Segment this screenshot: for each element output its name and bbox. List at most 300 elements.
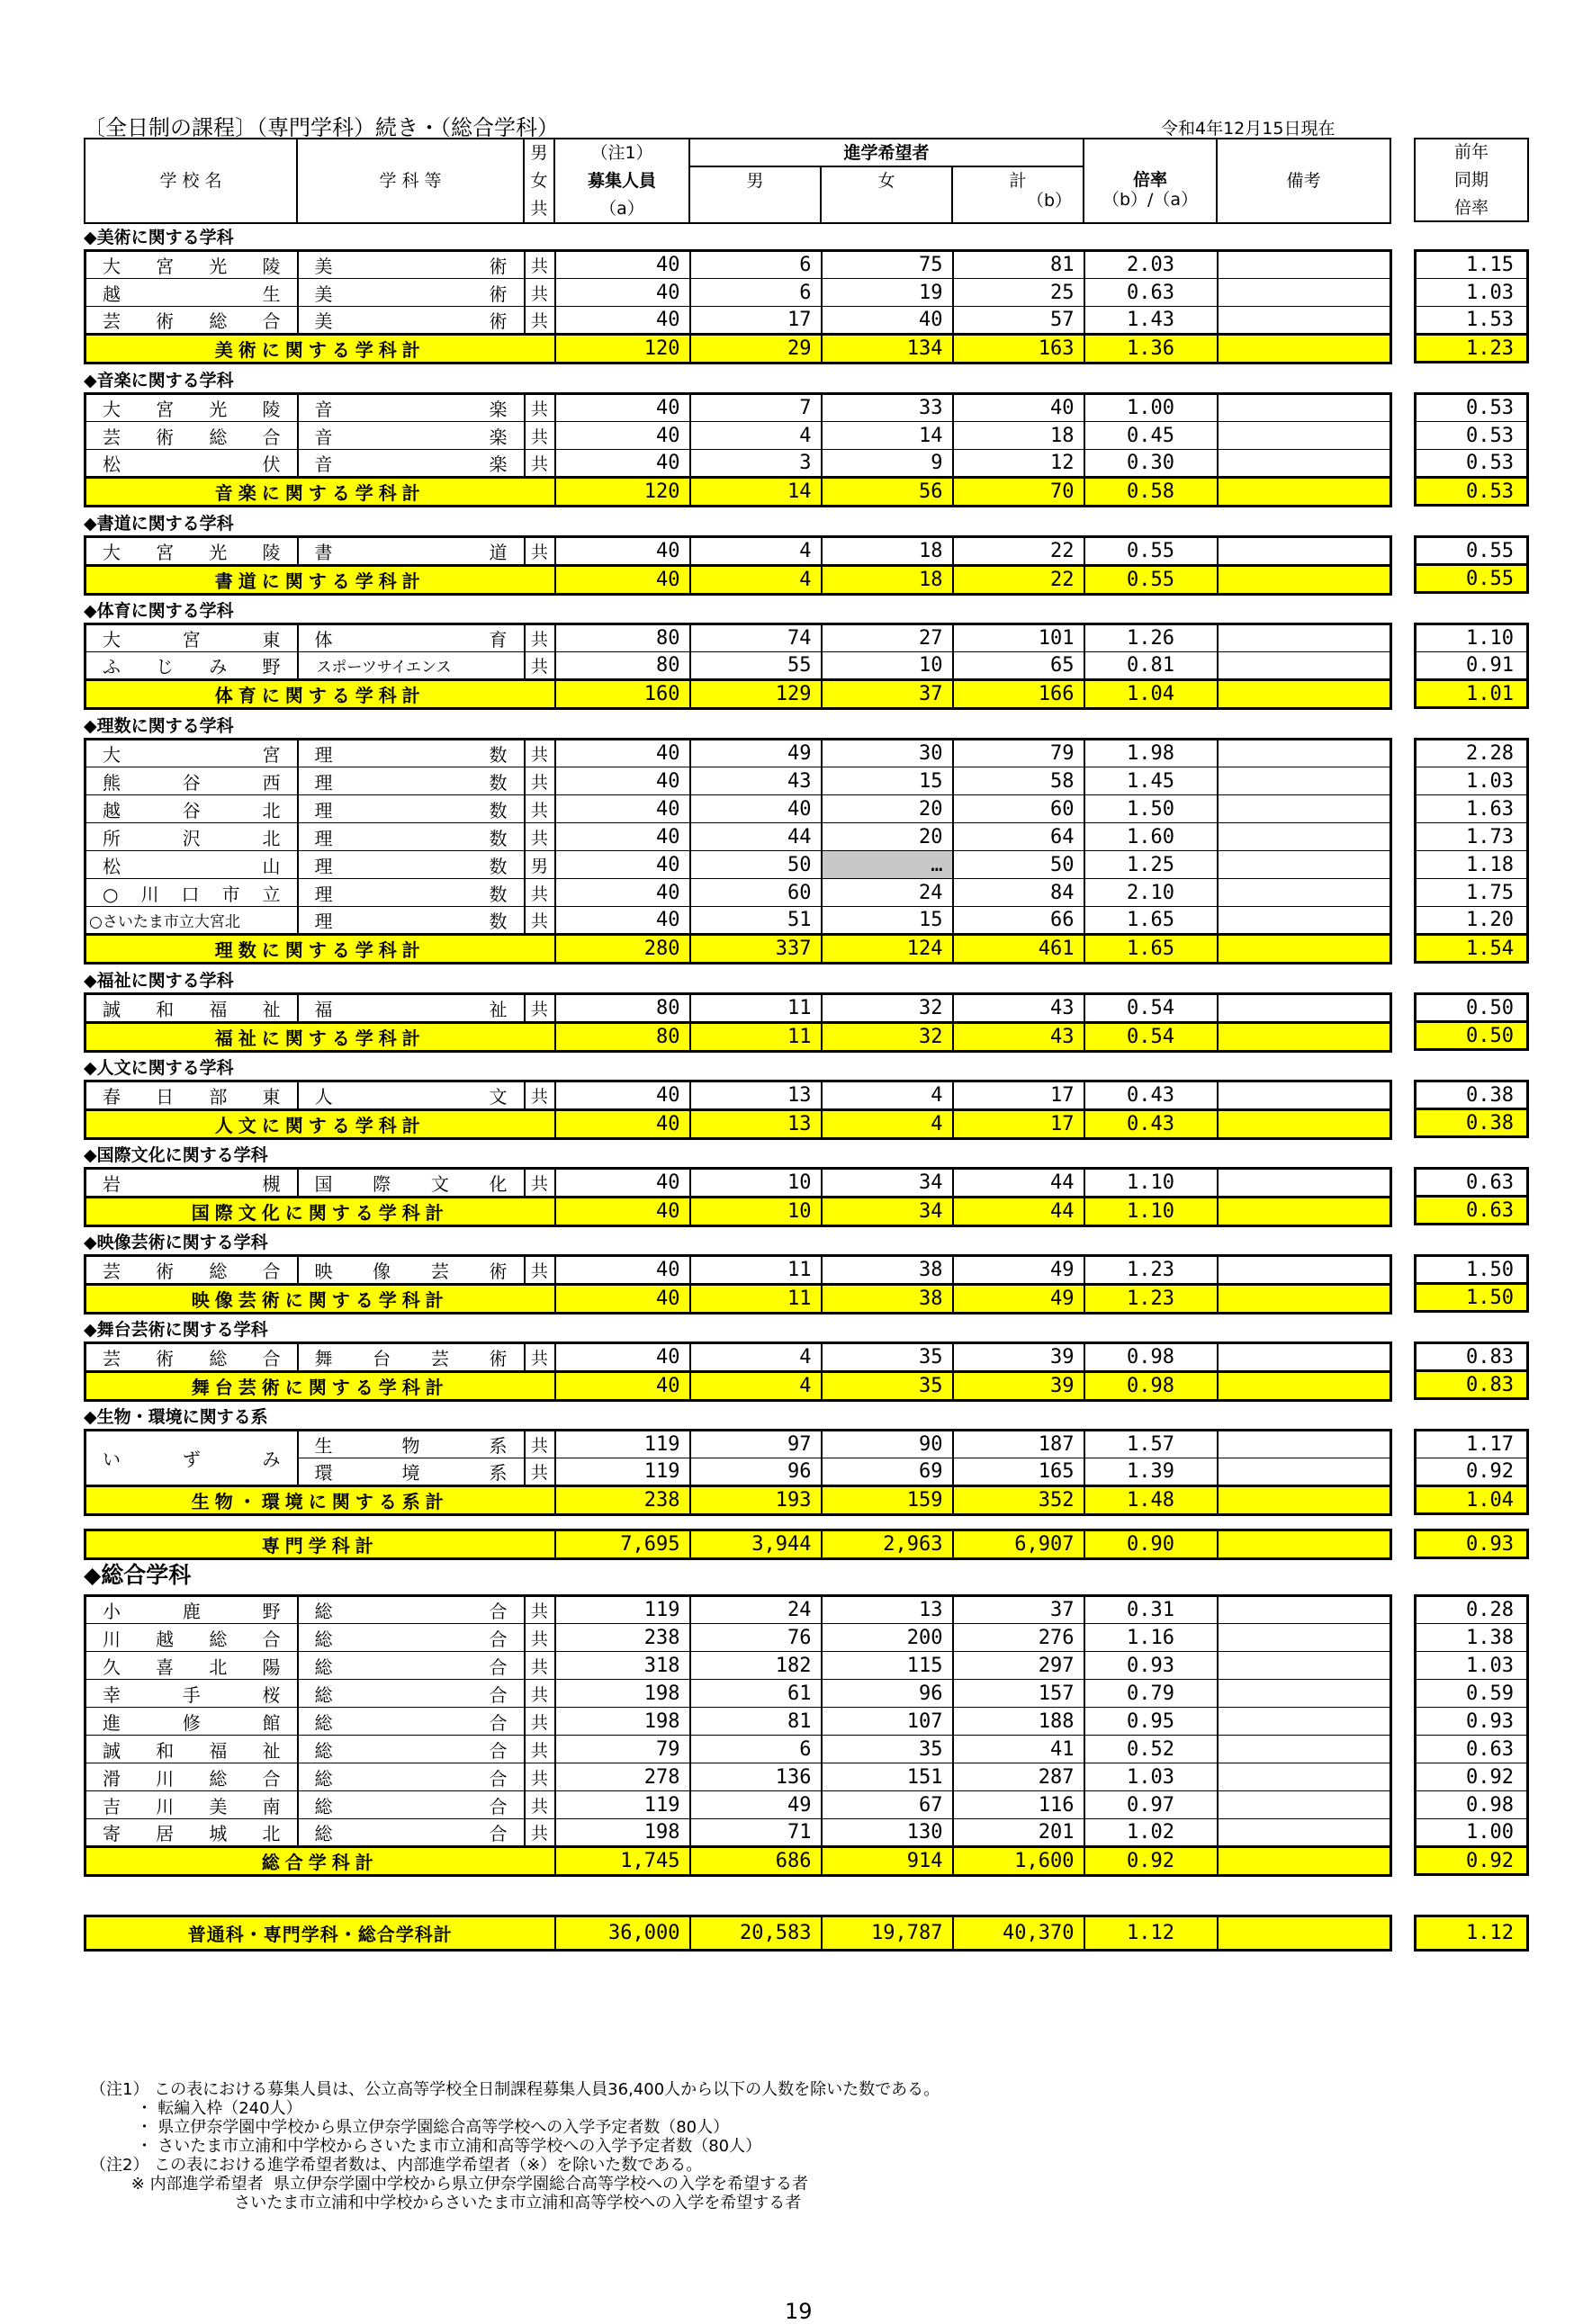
male-value: 4 bbox=[690, 537, 822, 566]
header-dept: 学 科 等 bbox=[297, 139, 524, 223]
female-value: 34 bbox=[822, 1198, 953, 1226]
prev-ratio-value: 0.28 bbox=[1416, 1596, 1528, 1624]
remarks-cell bbox=[1218, 307, 1391, 335]
total-value: 352 bbox=[953, 1486, 1084, 1515]
prev-row bbox=[1416, 994, 1528, 1022]
remarks-cell bbox=[1218, 879, 1391, 907]
capacity-value: 79 bbox=[555, 1736, 690, 1763]
sum-row bbox=[85, 1916, 1391, 1951]
table-row bbox=[85, 851, 1391, 879]
remarks-cell bbox=[1218, 652, 1391, 680]
table-row bbox=[85, 1652, 1391, 1680]
female-value: 151 bbox=[822, 1763, 953, 1791]
page-number: 19 bbox=[785, 2299, 813, 2324]
capacity-value: 80 bbox=[555, 1023, 690, 1052]
female-value: 15 bbox=[822, 767, 953, 795]
capacity-value: 40 bbox=[555, 1372, 690, 1401]
table-row bbox=[85, 740, 1391, 767]
prev-row bbox=[1416, 907, 1528, 935]
dept-name: 総合 bbox=[298, 1652, 525, 1680]
prev-ratio-value: 0.55 bbox=[1416, 537, 1528, 565]
remarks-cell bbox=[1218, 767, 1391, 795]
table-row bbox=[85, 767, 1391, 795]
prev-ratio-value: 1.17 bbox=[1416, 1431, 1528, 1458]
prev-ratio-value: 0.59 bbox=[1416, 1680, 1528, 1708]
header-cap-a: （a） bbox=[554, 194, 689, 223]
sex-type: 共 bbox=[525, 1708, 555, 1736]
total-value: 79 bbox=[953, 740, 1084, 767]
female-value: 19,787 bbox=[822, 1916, 953, 1951]
table-row bbox=[85, 537, 1391, 566]
prev-ratio-value: 1.01 bbox=[1416, 680, 1528, 708]
prev-sum-row bbox=[1416, 1916, 1528, 1951]
male-value: 71 bbox=[690, 1819, 822, 1847]
sum-label: 専門学科計 bbox=[85, 1530, 555, 1559]
capacity-value: 278 bbox=[555, 1763, 690, 1791]
prev-row bbox=[1416, 1791, 1528, 1819]
female-value: 18 bbox=[822, 537, 953, 566]
prev-ratio-value: 2.28 bbox=[1416, 740, 1528, 767]
header-ratio-cell bbox=[1084, 139, 1217, 223]
remarks-cell bbox=[1218, 1819, 1391, 1847]
school-name: 大宮 bbox=[85, 740, 298, 767]
female-value: … bbox=[822, 851, 953, 879]
table-row bbox=[85, 907, 1391, 935]
sum-row bbox=[85, 1847, 1391, 1876]
school-name: ○川口市立 bbox=[85, 879, 298, 907]
header-female: 女 bbox=[821, 166, 952, 223]
prev-header-1: 前年 bbox=[1453, 142, 1489, 162]
sum-row bbox=[85, 1530, 1391, 1559]
sex-type: 共 bbox=[525, 624, 555, 652]
section-label: ◆体育に関する学科 bbox=[84, 601, 234, 621]
school-name: 進修館 bbox=[85, 1708, 298, 1736]
dept-name: 生物系 bbox=[298, 1431, 525, 1458]
dept-name: 理数 bbox=[298, 907, 525, 935]
section-table bbox=[84, 1429, 1392, 1516]
header-sex-3: 共 bbox=[524, 194, 554, 223]
prev-ratio-value: 1.03 bbox=[1416, 1652, 1528, 1680]
school-name: ○さいたま市立大宮北 bbox=[85, 907, 298, 935]
total-value: 17 bbox=[953, 1110, 1084, 1139]
remarks-cell bbox=[1218, 251, 1391, 279]
ratio-value: 0.45 bbox=[1084, 422, 1218, 450]
header-cap-note: （注1） bbox=[554, 139, 689, 166]
capacity-value: 160 bbox=[555, 680, 690, 709]
prev-row bbox=[1416, 823, 1528, 851]
female-value: 75 bbox=[822, 251, 953, 279]
dept-name: 音楽 bbox=[298, 422, 525, 450]
total-value: 17 bbox=[953, 1081, 1084, 1110]
remarks-cell bbox=[1218, 1198, 1391, 1226]
ratio-value: 0.55 bbox=[1084, 566, 1218, 595]
ratio-value: 0.92 bbox=[1084, 1847, 1218, 1876]
female-value: 37 bbox=[822, 680, 953, 709]
male-value: 686 bbox=[690, 1847, 822, 1876]
prev-ratio-value: 1.20 bbox=[1416, 907, 1528, 935]
dept-name: 音楽 bbox=[298, 394, 525, 422]
total-value: 58 bbox=[953, 767, 1084, 795]
female-value: 134 bbox=[822, 335, 953, 363]
capacity-value: 40 bbox=[555, 566, 690, 595]
sum-label: 書道に関する学科計 bbox=[85, 566, 555, 595]
table-row bbox=[85, 394, 1391, 422]
capacity-value: 80 bbox=[555, 994, 690, 1023]
ratio-value: 2.03 bbox=[1084, 251, 1218, 279]
sum-label: 普通科・専門学科・総合学科計 bbox=[85, 1916, 555, 1951]
capacity-value: 80 bbox=[555, 624, 690, 652]
total-value: 201 bbox=[953, 1819, 1084, 1847]
school-name: 芸術総合 bbox=[85, 1256, 298, 1285]
ratio-value: 0.63 bbox=[1084, 279, 1218, 307]
sex-type: 共 bbox=[525, 1680, 555, 1708]
prev-sum-row bbox=[1416, 1109, 1528, 1137]
prev-row bbox=[1416, 767, 1528, 795]
female-value: 124 bbox=[822, 935, 953, 964]
ratio-value: 1.50 bbox=[1084, 795, 1218, 823]
capacity-value: 36,000 bbox=[555, 1916, 690, 1951]
ratio-value: 2.10 bbox=[1084, 879, 1218, 907]
ratio-value: 1.12 bbox=[1084, 1916, 1218, 1951]
sex-type: 共 bbox=[525, 1763, 555, 1791]
sex-type: 共 bbox=[525, 795, 555, 823]
remarks-cell bbox=[1218, 1596, 1391, 1624]
sex-type: 共 bbox=[525, 879, 555, 907]
section-table-prev bbox=[1414, 535, 1529, 594]
prev-ratio-value: 0.53 bbox=[1416, 422, 1528, 450]
prev-sum-row bbox=[1416, 1284, 1528, 1312]
table-row bbox=[85, 652, 1391, 680]
total-value: 22 bbox=[953, 537, 1084, 566]
prev-ratio-value: 0.38 bbox=[1416, 1081, 1528, 1109]
prev-sum-row bbox=[1416, 565, 1528, 593]
remarks-cell bbox=[1218, 795, 1391, 823]
prev-sum-row bbox=[1416, 478, 1528, 506]
female-value: 38 bbox=[822, 1256, 953, 1285]
capacity-value: 40 bbox=[555, 307, 690, 335]
capacity-value: 198 bbox=[555, 1680, 690, 1708]
ratio-value: 0.79 bbox=[1084, 1680, 1218, 1708]
dept-name: 理数 bbox=[298, 740, 525, 767]
total-value: 64 bbox=[953, 823, 1084, 851]
header-total-cell bbox=[952, 166, 1084, 223]
remarks-cell bbox=[1218, 935, 1391, 964]
remarks-cell bbox=[1218, 1285, 1391, 1314]
remarks-cell bbox=[1218, 422, 1391, 450]
prev-ratio-value: 0.93 bbox=[1416, 1530, 1528, 1558]
sex-type: 共 bbox=[525, 1169, 555, 1198]
dept-name: 総合 bbox=[298, 1596, 525, 1624]
section-table bbox=[84, 992, 1392, 1053]
female-value: 914 bbox=[822, 1847, 953, 1876]
sex-type: 共 bbox=[525, 652, 555, 680]
section-table-prev bbox=[1414, 1254, 1529, 1313]
capacity-value: 119 bbox=[555, 1431, 690, 1458]
ratio-value: 0.81 bbox=[1084, 652, 1218, 680]
dept-name: 総合 bbox=[298, 1680, 525, 1708]
ratio-value: 1.16 bbox=[1084, 1624, 1218, 1652]
female-value: 14 bbox=[822, 422, 953, 450]
section-label: ◆人文に関する学科 bbox=[84, 1058, 234, 1078]
capacity-value: 40 bbox=[555, 767, 690, 795]
remarks-cell bbox=[1218, 624, 1391, 652]
prev-ratio-value: 1.18 bbox=[1416, 851, 1528, 879]
sex-type: 共 bbox=[525, 1458, 555, 1486]
prev-row bbox=[1416, 1458, 1528, 1486]
sum-label: 総合学科計 bbox=[85, 1847, 555, 1876]
remarks-cell bbox=[1218, 1916, 1391, 1951]
female-value: 130 bbox=[822, 1819, 953, 1847]
prev-row bbox=[1416, 1431, 1528, 1458]
prev-ratio-value: 1.15 bbox=[1416, 251, 1528, 279]
male-value: 10 bbox=[690, 1169, 822, 1198]
remarks-cell bbox=[1218, 279, 1391, 307]
prev-ratio-value: 1.54 bbox=[1416, 935, 1528, 963]
female-value: 24 bbox=[822, 879, 953, 907]
sum-label: 美術に関する学科計 bbox=[85, 335, 555, 363]
capacity-value: 40 bbox=[555, 251, 690, 279]
prev-ratio-value: 0.92 bbox=[1416, 1847, 1528, 1875]
table-row bbox=[85, 879, 1391, 907]
date-label: 令和4年12月15日現在 bbox=[1161, 119, 1336, 139]
capacity-value: 40 bbox=[555, 1081, 690, 1110]
dept-name: 映像芸術 bbox=[298, 1256, 525, 1285]
female-value: 20 bbox=[822, 795, 953, 823]
sex-type: 共 bbox=[525, 740, 555, 767]
sex-type: 共 bbox=[525, 1431, 555, 1458]
note-line: ・ さいたま市立浦和中学校からさいたま市立浦和高等学校への入学予定者数（80人） bbox=[90, 2137, 762, 2156]
dept-name: 総合 bbox=[298, 1819, 525, 1847]
capacity-value: 40 bbox=[555, 851, 690, 879]
remarks-cell bbox=[1218, 1680, 1391, 1708]
male-value: 14 bbox=[690, 478, 822, 507]
prev-row bbox=[1416, 537, 1528, 565]
total-value: 39 bbox=[953, 1343, 1084, 1372]
female-value: 35 bbox=[822, 1343, 953, 1372]
note-line: （注2） この表における進学希望者数は、内部進学希望者（※）を除いた数である。 bbox=[90, 2156, 703, 2175]
remarks-cell bbox=[1218, 1736, 1391, 1763]
total-value: 70 bbox=[953, 478, 1084, 507]
prev-row bbox=[1416, 1763, 1528, 1791]
dept-name: 理数 bbox=[298, 795, 525, 823]
dept-name: 理数 bbox=[298, 851, 525, 879]
capacity-value: 40 bbox=[555, 422, 690, 450]
female-value: 96 bbox=[822, 1680, 953, 1708]
total-value: 49 bbox=[953, 1256, 1084, 1285]
sex-type: 共 bbox=[525, 1081, 555, 1110]
school-name: ふじみ野 bbox=[85, 652, 298, 680]
male-value: 60 bbox=[690, 879, 822, 907]
male-value: 29 bbox=[690, 335, 822, 363]
school-name: 大宮光陵 bbox=[85, 394, 298, 422]
table-row bbox=[85, 1596, 1391, 1624]
header-male: 男 bbox=[689, 166, 821, 223]
dept-name: 総合 bbox=[298, 1736, 525, 1763]
total-value: 50 bbox=[953, 851, 1084, 879]
total-value: 187 bbox=[953, 1431, 1084, 1458]
section-label: ◆総合学科 bbox=[84, 1562, 192, 1588]
prev-row bbox=[1416, 422, 1528, 450]
ratio-value: 1.36 bbox=[1084, 335, 1218, 363]
male-value: 182 bbox=[690, 1652, 822, 1680]
remarks-cell bbox=[1218, 450, 1391, 478]
remarks-cell bbox=[1218, 1431, 1391, 1458]
prev-ratio-value: 0.63 bbox=[1416, 1197, 1528, 1225]
female-value: 4 bbox=[822, 1110, 953, 1139]
header-cap: 募集人員 bbox=[554, 166, 689, 194]
school-name: 久喜北陽 bbox=[85, 1652, 298, 1680]
dept-name: 音楽 bbox=[298, 450, 525, 478]
ratio-value: 0.90 bbox=[1084, 1530, 1218, 1559]
male-value: 74 bbox=[690, 624, 822, 652]
school-name: 幸手桜 bbox=[85, 1680, 298, 1708]
capacity-value: 40 bbox=[555, 1198, 690, 1226]
prev-ratio-value: 1.38 bbox=[1416, 1624, 1528, 1652]
prev-ratio-value: 1.04 bbox=[1416, 1486, 1528, 1514]
sum-row bbox=[85, 1198, 1391, 1226]
prev-sum-row bbox=[1416, 1486, 1528, 1514]
sum-label: 映像芸術に関する学科計 bbox=[85, 1285, 555, 1314]
prev-row bbox=[1416, 795, 1528, 823]
remarks-cell bbox=[1218, 1763, 1391, 1791]
school-name: 越生 bbox=[85, 279, 298, 307]
section-label: ◆舞台芸術に関する学科 bbox=[84, 1320, 268, 1340]
ratio-value: 1.10 bbox=[1084, 1198, 1218, 1226]
prev-sum-row bbox=[1416, 1371, 1528, 1399]
female-value: 90 bbox=[822, 1431, 953, 1458]
section-table-prev bbox=[1414, 1429, 1529, 1515]
female-value: 30 bbox=[822, 740, 953, 767]
school-name: 川越総合 bbox=[85, 1624, 298, 1652]
ratio-value: 1.00 bbox=[1084, 394, 1218, 422]
school-name: 岩槻 bbox=[85, 1169, 298, 1198]
prev-row bbox=[1416, 1624, 1528, 1652]
prev-row bbox=[1416, 307, 1528, 335]
senmon-total-table bbox=[84, 1529, 1392, 1560]
remarks-cell bbox=[1218, 1791, 1391, 1819]
total-value: 276 bbox=[953, 1624, 1084, 1652]
total-value: 101 bbox=[953, 624, 1084, 652]
male-value: 337 bbox=[690, 935, 822, 964]
capacity-value: 120 bbox=[555, 335, 690, 363]
male-value: 13 bbox=[690, 1081, 822, 1110]
remarks-cell bbox=[1218, 1023, 1391, 1052]
table-row bbox=[85, 422, 1391, 450]
prev-sum-row bbox=[1416, 1847, 1528, 1875]
school-name: 熊谷西 bbox=[85, 767, 298, 795]
school-name: 松伏 bbox=[85, 450, 298, 478]
sum-row bbox=[85, 1023, 1391, 1052]
male-value: 11 bbox=[690, 1023, 822, 1052]
capacity-value: 318 bbox=[555, 1652, 690, 1680]
prev-ratio-value: 0.83 bbox=[1416, 1371, 1528, 1399]
school-name: 芸術総合 bbox=[85, 1343, 298, 1372]
prev-header bbox=[1414, 138, 1529, 222]
prev-row bbox=[1416, 279, 1528, 307]
table-row bbox=[85, 1819, 1391, 1847]
remarks-cell bbox=[1218, 1847, 1391, 1876]
remarks-cell bbox=[1218, 1256, 1391, 1285]
school-name: 滑川総合 bbox=[85, 1763, 298, 1791]
prev-ratio-value: 1.00 bbox=[1416, 1819, 1528, 1847]
ratio-value: 1.98 bbox=[1084, 740, 1218, 767]
prev-row bbox=[1416, 1081, 1528, 1109]
male-value: 43 bbox=[690, 767, 822, 795]
prev-row bbox=[1416, 851, 1528, 879]
sum-row bbox=[85, 1486, 1391, 1515]
remarks-cell bbox=[1218, 1372, 1391, 1401]
section-label: ◆美術に関する学科 bbox=[84, 228, 234, 247]
total-value: 18 bbox=[953, 422, 1084, 450]
school-name: 大宮光陵 bbox=[85, 537, 298, 566]
prev-ratio-value: 1.03 bbox=[1416, 767, 1528, 795]
page-title: 〔全日制の課程〕（専門学科）続き・（総合学科） bbox=[84, 115, 559, 140]
header-applicants: 進学希望者 bbox=[689, 139, 1084, 166]
sogo-table bbox=[84, 1594, 1392, 1877]
female-value: 19 bbox=[822, 279, 953, 307]
total-value: 1,600 bbox=[953, 1847, 1084, 1876]
table-row bbox=[85, 450, 1391, 478]
note-line: ・ 転編入枠（240人） bbox=[90, 2099, 302, 2118]
capacity-value: 119 bbox=[555, 1458, 690, 1486]
total-value: 22 bbox=[953, 566, 1084, 595]
total-value: 287 bbox=[953, 1763, 1084, 1791]
prev-row bbox=[1416, 1819, 1528, 1847]
section-label: ◆生物・環境に関する系 bbox=[84, 1407, 268, 1427]
capacity-value: 198 bbox=[555, 1819, 690, 1847]
total-value: 37 bbox=[953, 1596, 1084, 1624]
prev-sum-row bbox=[1416, 1197, 1528, 1225]
dept-name: 人文 bbox=[298, 1081, 525, 1110]
remarks-cell bbox=[1218, 537, 1391, 566]
sex-type: 共 bbox=[525, 1652, 555, 1680]
male-value: 44 bbox=[690, 823, 822, 851]
school-name: 芸術総合 bbox=[85, 422, 298, 450]
female-value: 32 bbox=[822, 1023, 953, 1052]
sex-type: 共 bbox=[525, 823, 555, 851]
prev-ratio-value: 0.92 bbox=[1416, 1763, 1528, 1791]
female-value: 20 bbox=[822, 823, 953, 851]
prev-row bbox=[1416, 1169, 1528, 1197]
total-value: 12 bbox=[953, 450, 1084, 478]
section-table bbox=[84, 392, 1392, 507]
ratio-value: 0.52 bbox=[1084, 1736, 1218, 1763]
senmon-total-prev bbox=[1414, 1529, 1529, 1559]
ratio-value: 1.48 bbox=[1084, 1486, 1218, 1515]
capacity-value: 40 bbox=[555, 1110, 690, 1139]
total-value: 40,370 bbox=[953, 1916, 1084, 1951]
section-table bbox=[84, 1341, 1392, 1402]
prev-row bbox=[1416, 394, 1528, 422]
dept-name: 福祉 bbox=[298, 994, 525, 1023]
prev-ratio-value: 1.73 bbox=[1416, 823, 1528, 851]
male-value: 49 bbox=[690, 740, 822, 767]
capacity-value: 80 bbox=[555, 652, 690, 680]
total-value: 41 bbox=[953, 1736, 1084, 1763]
sex-type: 男 bbox=[525, 851, 555, 879]
school-name: 寄居城北 bbox=[85, 1819, 298, 1847]
dept-name: 美術 bbox=[298, 279, 525, 307]
remarks-cell bbox=[1218, 823, 1391, 851]
dept-name: 理数 bbox=[298, 823, 525, 851]
female-value: 15 bbox=[822, 907, 953, 935]
school-name: 所沢北 bbox=[85, 823, 298, 851]
capacity-value: 40 bbox=[555, 740, 690, 767]
total-value: 116 bbox=[953, 1791, 1084, 1819]
section-table-prev bbox=[1414, 623, 1529, 709]
sex-type: 共 bbox=[525, 1791, 555, 1819]
prev-ratio-value: 0.91 bbox=[1416, 652, 1528, 680]
